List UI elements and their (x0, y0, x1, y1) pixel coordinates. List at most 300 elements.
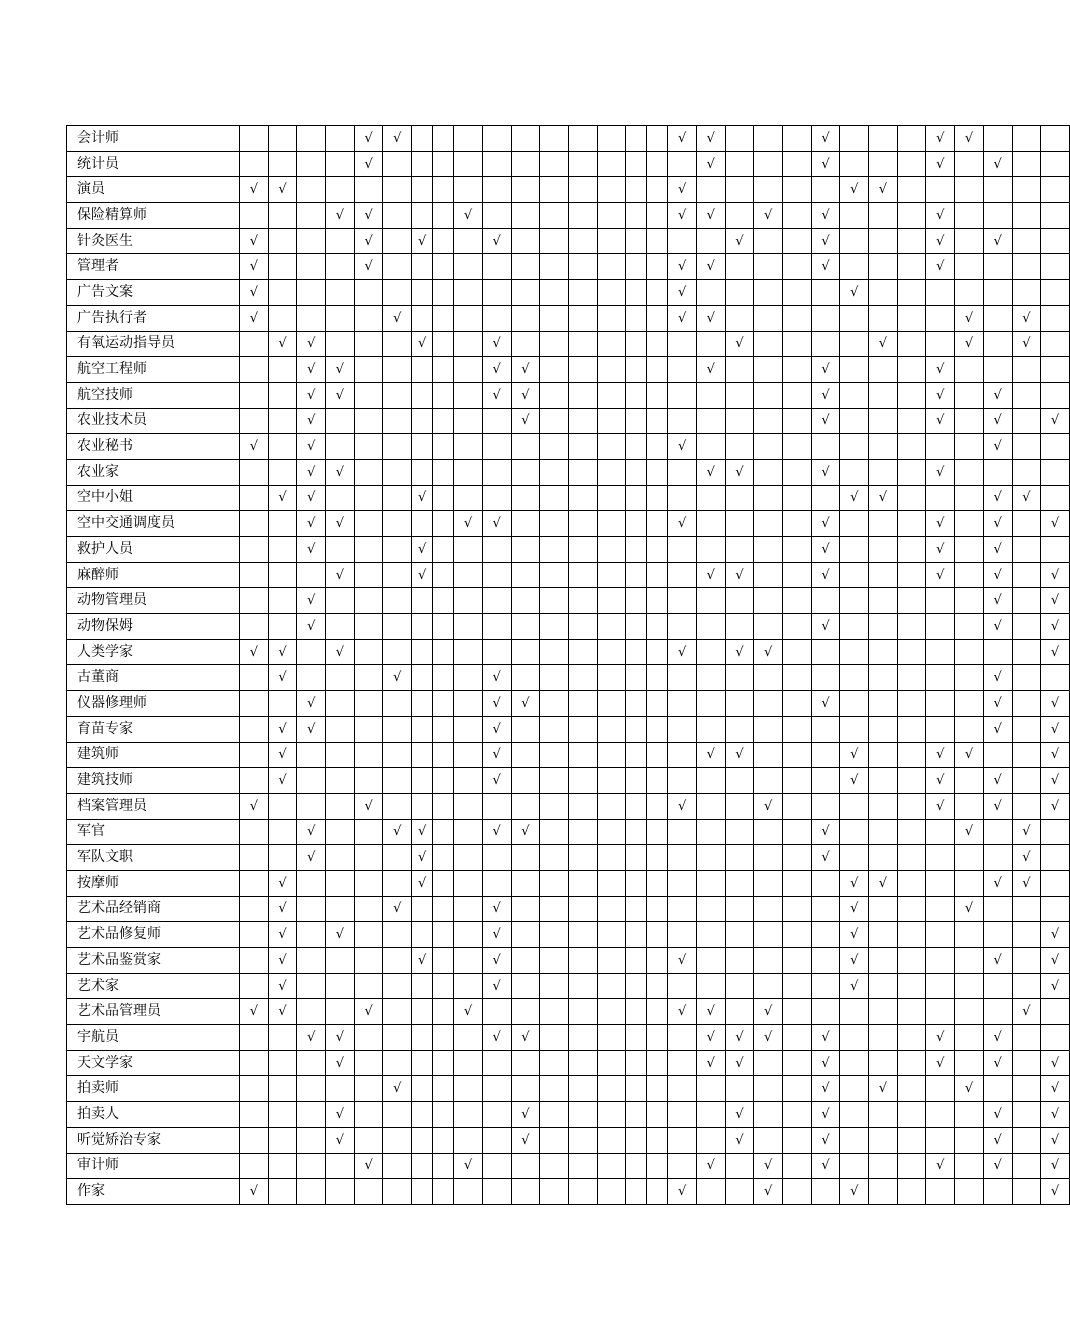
empty-cell (326, 434, 355, 460)
empty-cell (240, 562, 269, 588)
empty-cell (383, 228, 412, 254)
table-row (67, 793, 1070, 819)
empty-cell (568, 896, 597, 922)
empty-cell (482, 588, 511, 614)
empty-cell (268, 382, 297, 408)
empty-cell (268, 537, 297, 563)
empty-cell (754, 742, 783, 768)
empty-cell (754, 922, 783, 948)
empty-cell (783, 408, 812, 434)
empty-cell (647, 305, 668, 331)
check-mark-cell: √ (354, 254, 383, 280)
empty-cell (326, 793, 355, 819)
check-mark-cell: √ (268, 768, 297, 794)
empty-cell (412, 999, 433, 1025)
empty-cell (268, 1179, 297, 1205)
empty-cell (647, 870, 668, 896)
empty-cell (383, 408, 412, 434)
empty-cell (754, 973, 783, 999)
check-mark-cell: √ (1041, 973, 1070, 999)
empty-cell (897, 922, 926, 948)
empty-cell (783, 562, 812, 588)
empty-cell (1041, 485, 1070, 511)
empty-cell (754, 588, 783, 614)
empty-cell (454, 382, 483, 408)
table-row (67, 665, 1070, 691)
empty-cell (955, 870, 984, 896)
empty-cell (955, 845, 984, 871)
check-mark-cell: √ (326, 459, 355, 485)
job-title-cell: 农业技术员 (67, 408, 240, 434)
empty-cell (983, 459, 1012, 485)
empty-cell (326, 151, 355, 177)
empty-cell (597, 793, 626, 819)
empty-cell (840, 203, 869, 229)
empty-cell (240, 459, 269, 485)
empty-cell (240, 973, 269, 999)
empty-cell (626, 537, 647, 563)
empty-cell (597, 588, 626, 614)
empty-cell (454, 1076, 483, 1102)
check-mark-cell: √ (297, 819, 326, 845)
empty-cell (840, 639, 869, 665)
empty-cell (840, 151, 869, 177)
empty-cell (955, 1153, 984, 1179)
empty-cell (869, 742, 898, 768)
check-mark-cell: √ (240, 639, 269, 665)
empty-cell (597, 999, 626, 1025)
empty-cell (454, 331, 483, 357)
empty-cell (597, 305, 626, 331)
check-mark-cell: √ (926, 768, 955, 794)
empty-cell (783, 1076, 812, 1102)
empty-cell (1012, 434, 1041, 460)
empty-cell (482, 151, 511, 177)
empty-cell (647, 151, 668, 177)
empty-cell (897, 870, 926, 896)
empty-cell (783, 1179, 812, 1205)
empty-cell (983, 896, 1012, 922)
empty-cell (668, 845, 697, 871)
check-mark-cell: √ (326, 511, 355, 537)
empty-cell (897, 126, 926, 152)
empty-cell (668, 973, 697, 999)
check-mark-cell: √ (482, 768, 511, 794)
empty-cell (354, 973, 383, 999)
check-mark-cell: √ (354, 999, 383, 1025)
empty-cell (725, 922, 754, 948)
empty-cell (869, 973, 898, 999)
empty-cell (725, 716, 754, 742)
check-mark-cell: √ (668, 280, 697, 306)
empty-cell (754, 228, 783, 254)
empty-cell (840, 228, 869, 254)
empty-cell (754, 511, 783, 537)
empty-cell (869, 562, 898, 588)
empty-cell (383, 203, 412, 229)
empty-cell (326, 742, 355, 768)
check-mark-cell: √ (240, 434, 269, 460)
check-mark-cell: √ (326, 562, 355, 588)
empty-cell (354, 331, 383, 357)
check-mark-cell: √ (482, 1025, 511, 1051)
empty-cell (433, 845, 454, 871)
check-mark-cell: √ (326, 922, 355, 948)
table-row (67, 1025, 1070, 1051)
empty-cell (511, 1050, 540, 1076)
empty-cell (268, 793, 297, 819)
empty-cell (897, 459, 926, 485)
check-mark-cell: √ (297, 588, 326, 614)
empty-cell (840, 588, 869, 614)
empty-cell (568, 305, 597, 331)
check-mark-cell: √ (840, 485, 869, 511)
empty-cell (433, 896, 454, 922)
empty-cell (568, 588, 597, 614)
empty-cell (647, 228, 668, 254)
empty-cell (597, 896, 626, 922)
empty-cell (412, 408, 433, 434)
empty-cell (268, 254, 297, 280)
empty-cell (955, 1102, 984, 1128)
check-mark-cell: √ (725, 331, 754, 357)
empty-cell (297, 151, 326, 177)
empty-cell (1012, 948, 1041, 974)
empty-cell (955, 973, 984, 999)
empty-cell (754, 1127, 783, 1153)
empty-cell (433, 485, 454, 511)
empty-cell (433, 408, 454, 434)
empty-cell (511, 485, 540, 511)
empty-cell (511, 280, 540, 306)
empty-cell (983, 280, 1012, 306)
empty-cell (647, 1025, 668, 1051)
job-title-cell: 艺术品鉴赏家 (67, 948, 240, 974)
empty-cell (240, 742, 269, 768)
empty-cell (354, 768, 383, 794)
empty-cell (326, 768, 355, 794)
empty-cell (540, 254, 569, 280)
empty-cell (568, 228, 597, 254)
check-mark-cell: √ (1041, 1179, 1070, 1205)
check-mark-cell: √ (811, 691, 840, 717)
empty-cell (626, 1025, 647, 1051)
empty-cell (647, 639, 668, 665)
empty-cell (326, 1153, 355, 1179)
empty-cell (626, 434, 647, 460)
empty-cell (297, 280, 326, 306)
check-mark-cell: √ (840, 870, 869, 896)
empty-cell (482, 177, 511, 203)
empty-cell (983, 639, 1012, 665)
empty-cell (754, 614, 783, 640)
empty-cell (869, 691, 898, 717)
empty-cell (869, 665, 898, 691)
empty-cell (840, 999, 869, 1025)
empty-cell (783, 639, 812, 665)
empty-cell (240, 408, 269, 434)
empty-cell (597, 973, 626, 999)
check-mark-cell: √ (268, 973, 297, 999)
empty-cell (297, 870, 326, 896)
empty-cell (433, 177, 454, 203)
empty-cell (597, 845, 626, 871)
empty-cell (354, 588, 383, 614)
empty-cell (696, 691, 725, 717)
empty-cell (597, 459, 626, 485)
job-title-cell: 保险精算师 (67, 203, 240, 229)
empty-cell (482, 434, 511, 460)
job-title-cell: 农业家 (67, 459, 240, 485)
empty-cell (540, 331, 569, 357)
empty-cell (955, 716, 984, 742)
empty-cell (454, 228, 483, 254)
empty-cell (240, 948, 269, 974)
empty-cell (240, 819, 269, 845)
check-mark-cell: √ (454, 999, 483, 1025)
empty-cell (897, 1153, 926, 1179)
empty-cell (668, 485, 697, 511)
empty-cell (668, 742, 697, 768)
empty-cell (955, 1127, 984, 1153)
empty-cell (647, 485, 668, 511)
empty-cell (897, 537, 926, 563)
empty-cell (897, 691, 926, 717)
empty-cell (240, 1153, 269, 1179)
empty-cell (1041, 331, 1070, 357)
empty-cell (647, 203, 668, 229)
empty-cell (1041, 1025, 1070, 1051)
empty-cell (482, 1102, 511, 1128)
empty-cell (433, 537, 454, 563)
empty-cell (811, 665, 840, 691)
empty-cell (783, 948, 812, 974)
check-mark-cell: √ (326, 639, 355, 665)
check-mark-cell: √ (1041, 1153, 1070, 1179)
empty-cell (725, 254, 754, 280)
empty-cell (926, 1076, 955, 1102)
check-mark-cell: √ (412, 845, 433, 871)
empty-cell (1012, 151, 1041, 177)
empty-cell (597, 1102, 626, 1128)
empty-cell (869, 845, 898, 871)
check-mark-cell: √ (383, 819, 412, 845)
empty-cell (540, 896, 569, 922)
empty-cell (326, 819, 355, 845)
check-mark-cell: √ (811, 1050, 840, 1076)
empty-cell (754, 537, 783, 563)
empty-cell (626, 511, 647, 537)
check-mark-cell: √ (983, 1025, 1012, 1051)
empty-cell (897, 845, 926, 871)
check-mark-cell: √ (811, 511, 840, 537)
empty-cell (454, 1050, 483, 1076)
empty-cell (240, 1076, 269, 1102)
check-mark-cell: √ (511, 691, 540, 717)
empty-cell (783, 896, 812, 922)
check-mark-cell: √ (811, 357, 840, 383)
empty-cell (412, 382, 433, 408)
empty-cell (511, 459, 540, 485)
table-row (67, 845, 1070, 871)
empty-cell (326, 896, 355, 922)
empty-cell (511, 948, 540, 974)
check-mark-cell: √ (482, 665, 511, 691)
empty-cell (983, 305, 1012, 331)
empty-cell (696, 1076, 725, 1102)
empty-cell (840, 845, 869, 871)
empty-cell (955, 665, 984, 691)
check-mark-cell: √ (811, 562, 840, 588)
empty-cell (482, 126, 511, 152)
empty-cell (783, 228, 812, 254)
empty-cell (433, 1127, 454, 1153)
empty-cell (540, 434, 569, 460)
empty-cell (540, 280, 569, 306)
table-row (67, 151, 1070, 177)
empty-cell (840, 305, 869, 331)
check-mark-cell: √ (926, 1025, 955, 1051)
empty-cell (454, 819, 483, 845)
empty-cell (626, 254, 647, 280)
empty-cell (926, 896, 955, 922)
empty-cell (783, 485, 812, 511)
check-mark-cell: √ (811, 126, 840, 152)
empty-cell (725, 537, 754, 563)
empty-cell (626, 126, 647, 152)
empty-cell (454, 922, 483, 948)
empty-cell (955, 485, 984, 511)
empty-cell (540, 999, 569, 1025)
empty-cell (983, 203, 1012, 229)
check-mark-cell: √ (840, 742, 869, 768)
check-mark-cell: √ (482, 922, 511, 948)
empty-cell (626, 203, 647, 229)
empty-cell (511, 228, 540, 254)
empty-cell (725, 896, 754, 922)
empty-cell (433, 434, 454, 460)
empty-cell (383, 870, 412, 896)
empty-cell (354, 408, 383, 434)
empty-cell (626, 305, 647, 331)
empty-cell (897, 665, 926, 691)
check-mark-cell: √ (983, 691, 1012, 717)
empty-cell (511, 305, 540, 331)
empty-cell (983, 819, 1012, 845)
empty-cell (511, 768, 540, 794)
empty-cell (696, 845, 725, 871)
empty-cell (983, 1179, 1012, 1205)
empty-cell (783, 537, 812, 563)
empty-cell (454, 1025, 483, 1051)
empty-cell (626, 382, 647, 408)
empty-cell (840, 126, 869, 152)
empty-cell (597, 691, 626, 717)
empty-cell (897, 1076, 926, 1102)
check-mark-cell: √ (696, 357, 725, 383)
empty-cell (482, 1179, 511, 1205)
empty-cell (454, 691, 483, 717)
empty-cell (568, 665, 597, 691)
empty-cell (597, 870, 626, 896)
empty-cell (725, 203, 754, 229)
check-mark-cell: √ (926, 254, 955, 280)
check-mark-cell: √ (955, 819, 984, 845)
empty-cell (568, 793, 597, 819)
empty-cell (354, 614, 383, 640)
empty-cell (268, 1050, 297, 1076)
check-mark-cell: √ (412, 870, 433, 896)
empty-cell (647, 768, 668, 794)
empty-cell (955, 948, 984, 974)
empty-cell (412, 896, 433, 922)
check-mark-cell: √ (811, 1153, 840, 1179)
empty-cell (955, 537, 984, 563)
empty-cell (626, 1050, 647, 1076)
empty-cell (454, 768, 483, 794)
empty-cell (354, 896, 383, 922)
empty-cell (297, 1127, 326, 1153)
empty-cell (1041, 177, 1070, 203)
empty-cell (783, 819, 812, 845)
empty-cell (540, 1102, 569, 1128)
empty-cell (326, 691, 355, 717)
empty-cell (1012, 665, 1041, 691)
check-mark-cell: √ (926, 408, 955, 434)
empty-cell (926, 614, 955, 640)
check-mark-cell: √ (240, 793, 269, 819)
empty-cell (354, 1025, 383, 1051)
check-mark-cell: √ (983, 1050, 1012, 1076)
empty-cell (955, 768, 984, 794)
empty-cell (647, 716, 668, 742)
empty-cell (540, 716, 569, 742)
check-mark-cell: √ (983, 870, 1012, 896)
empty-cell (897, 639, 926, 665)
empty-cell (454, 305, 483, 331)
check-mark-cell: √ (268, 922, 297, 948)
empty-cell (869, 254, 898, 280)
check-mark-cell: √ (754, 203, 783, 229)
empty-cell (754, 1076, 783, 1102)
empty-cell (597, 177, 626, 203)
empty-cell (696, 1127, 725, 1153)
check-mark-cell: √ (668, 948, 697, 974)
empty-cell (696, 973, 725, 999)
empty-cell (869, 1050, 898, 1076)
empty-cell (412, 742, 433, 768)
empty-cell (540, 845, 569, 871)
empty-cell (725, 793, 754, 819)
empty-cell (268, 845, 297, 871)
check-mark-cell: √ (983, 588, 1012, 614)
empty-cell (926, 1102, 955, 1128)
check-mark-cell: √ (268, 742, 297, 768)
empty-cell (626, 922, 647, 948)
table-row (67, 434, 1070, 460)
empty-cell (696, 228, 725, 254)
empty-cell (897, 151, 926, 177)
empty-cell (696, 896, 725, 922)
empty-cell (869, 1102, 898, 1128)
empty-cell (1012, 280, 1041, 306)
job-title-cell: 档案管理员 (67, 793, 240, 819)
empty-cell (240, 716, 269, 742)
check-mark-cell: √ (1041, 948, 1070, 974)
empty-cell (597, 768, 626, 794)
empty-cell (840, 819, 869, 845)
empty-cell (326, 228, 355, 254)
